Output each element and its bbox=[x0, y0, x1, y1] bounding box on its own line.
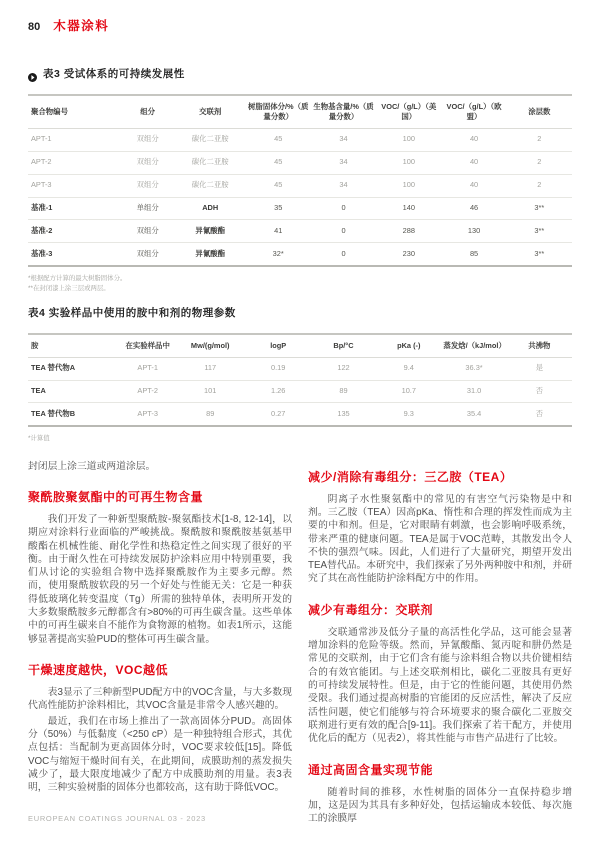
table-cell: 40 bbox=[441, 174, 506, 197]
article-columns bbox=[28, 460, 572, 828]
table-cell: 0 bbox=[311, 220, 376, 243]
table-row bbox=[28, 151, 572, 174]
heading-faster-drying-lower-voc: 干燥速度越快，VOC越低 bbox=[28, 663, 169, 678]
table-cell: 双组分 bbox=[120, 220, 174, 243]
table-row bbox=[28, 357, 572, 380]
table-cell: 0 bbox=[341, 248, 346, 258]
column-header: VOC/（g/L）（欧盟） bbox=[441, 95, 506, 128]
table-cell: TEA bbox=[28, 380, 120, 403]
table-cell: 双组分 bbox=[120, 128, 174, 151]
column-header: Mw/(g/mol) bbox=[175, 334, 246, 357]
table4-footnotes bbox=[28, 434, 572, 444]
column-header: pKa (-) bbox=[376, 334, 441, 357]
table-cell: 36.3* bbox=[441, 357, 506, 380]
table-cell: APT-2 bbox=[28, 151, 120, 174]
column-header: logP bbox=[246, 334, 311, 357]
paragraph-tea: 阴离子水性聚氨酯中的常见的有害空气污染物是中和剂。三乙胺（TEA）因高pKa、惰性和合理的挥发性而成为主要的中和剂。但是，它对眼睛有刺激，也会影响呼吸系统，带来严重的健康问题。TEA是属于VOC范畴，其散发出令人不快的强烈气味。因此，人们进行了大量研究，期望开发出TEA替代品。本研究中，我们探索了另外两种胺中和剂，并研究了其在高性能防护涂料配方中的作用。 bbox=[308, 493, 572, 585]
table-cell: 89 bbox=[206, 408, 215, 418]
table-cell: 45 bbox=[246, 174, 311, 197]
column-header: 共沸物 bbox=[507, 334, 572, 357]
table-cell: APT-1 bbox=[120, 357, 174, 380]
table-row bbox=[28, 174, 572, 197]
table-cell: 否 bbox=[507, 380, 572, 403]
paragraph-voc-2: 最近，我们在市场上推出了一款高固体分PUD。高固体分（50%）与低黏度（<250 cP）是一种独特组合形式，其优点包括：当配制为更高固体分时，VOC要求较低[15]。降低VOC与缩短干燥时间有关，在此期间，成膜助剂的蒸发损失减少了，最大限度地减少了配方中成膜助剂的用量。表3表明，三种实验树脂的固体分也都较高，这有助于降低VOC。 bbox=[28, 715, 292, 794]
table-cell: 3** bbox=[534, 248, 545, 258]
table-cell: 异氰酸酯 bbox=[195, 248, 225, 258]
heading-tea-replacement: 减少/消除有毒组分：三乙胺（TEA） bbox=[308, 469, 513, 484]
table-cell: 9.3 bbox=[403, 408, 414, 418]
table-cell: 否 bbox=[535, 408, 544, 418]
table-cell: 34 bbox=[311, 128, 376, 151]
paragraph-crosslinker: 交联通常涉及低分子量的高活性化学品，这可能会显著增加涂料的危险等级。然而，异氰酸酯、氮丙啶和肼仍然是常见的交联剂，由于它们含有能与涂料组合物以共价键相结合的有效官能团。与上述交联剂相比，碳化二亚胺具有更好的可持续发展特性。但是，由于它的性能问题，其使用仍然受限。我们通过提高树脂的官能团的反应活性，解决了反应活性问题，使它们能够与符合环境要求的聚合碳化二亚胺交联剂进行更有效的配合[9-11]。我们探索了若干配方，并使用优化后的配方（见表2），将其性能与市售产品进行了比较。 bbox=[308, 626, 572, 745]
page-header bbox=[28, 16, 572, 34]
table-header-row bbox=[28, 334, 572, 357]
table-cell: 2 bbox=[507, 128, 572, 151]
table4-footnote: *计算值 bbox=[28, 435, 50, 443]
table-cell: 基准-1 bbox=[28, 197, 120, 220]
table3-caption bbox=[28, 66, 572, 81]
table-cell: APT-2 bbox=[120, 380, 174, 403]
column-header: 聚合物编号 bbox=[28, 95, 120, 128]
table-cell: 2 bbox=[507, 151, 572, 174]
table-cell: 碳化二亚胺 bbox=[175, 151, 246, 174]
table-header-row bbox=[28, 95, 572, 128]
table-cell: 100 bbox=[376, 128, 441, 151]
section-title: 木器涂料 bbox=[53, 19, 110, 33]
table-cell: 45 bbox=[246, 128, 311, 151]
table-cell: 3** bbox=[507, 197, 572, 220]
table4-caption bbox=[28, 305, 572, 320]
table-row bbox=[28, 197, 572, 220]
table-cell: 3** bbox=[507, 220, 572, 243]
table-cell: 0 bbox=[311, 197, 376, 220]
column-header: 生物基含量/%（质量分数） bbox=[311, 95, 376, 128]
heading-crosslinker: 减少有毒组分：交联剂 bbox=[308, 602, 434, 617]
table-cell: 双组分 bbox=[136, 248, 159, 258]
column-header: Bp/°C bbox=[311, 334, 376, 357]
table-cell: 89 bbox=[311, 380, 376, 403]
column-header: 涂层数 bbox=[507, 95, 572, 128]
table-cell: 100 bbox=[376, 174, 441, 197]
table-cell: 101 bbox=[175, 380, 246, 403]
table-cell: 1.26 bbox=[246, 380, 311, 403]
table-cell: 碳化二亚胺 bbox=[175, 128, 246, 151]
paragraph-voc-1: 表3显示了三种新型PUD配方中的VOC含量，与大多数现代高性能防护涂料相比，其VOC含量是非常令人感兴趣的。 bbox=[28, 687, 292, 712]
column-header: 蒸发焓/（kJ/mol） bbox=[441, 334, 506, 357]
table-cell: 32* bbox=[272, 248, 284, 258]
table-row bbox=[28, 403, 572, 426]
table-cell: 140 bbox=[376, 197, 441, 220]
table3-caption-text: 表3 受试体系的可持续发展性 bbox=[43, 68, 185, 80]
heading-high-solids-saving: 通过高固含量实现节能 bbox=[308, 762, 434, 777]
table-cell: 是 bbox=[507, 357, 572, 380]
table-row bbox=[28, 220, 572, 243]
table-cell: 46 bbox=[441, 197, 506, 220]
table-cell: TEA 替代物B bbox=[31, 408, 76, 418]
table-cell: ADH bbox=[175, 197, 246, 220]
column-header: 交联剂 bbox=[175, 95, 246, 128]
table-cell: 异氰酸酯 bbox=[175, 220, 246, 243]
column-header: 组分 bbox=[120, 95, 174, 128]
table-cell: 35 bbox=[246, 197, 311, 220]
left-column bbox=[28, 460, 292, 828]
table-row bbox=[28, 128, 572, 151]
table-cell: 双组分 bbox=[120, 174, 174, 197]
column-header: 胺 bbox=[28, 334, 120, 357]
table-cell: 0.19 bbox=[246, 357, 311, 380]
table-cell: 117 bbox=[175, 357, 246, 380]
table-cell: 单组分 bbox=[120, 197, 174, 220]
table-cell: TEA 替代物A bbox=[28, 357, 120, 380]
table-cell: 40 bbox=[441, 128, 506, 151]
table-cell: APT-1 bbox=[28, 128, 120, 151]
right-column bbox=[308, 460, 572, 828]
table-cell: 230 bbox=[402, 248, 415, 258]
journal-footer: EUROPEAN COATINGS JOURNAL 03 - 2023 bbox=[28, 814, 206, 823]
table-cell: 34 bbox=[311, 151, 376, 174]
paragraph-renewable-content: 我们开发了一种新型聚酰胺-聚氨酯技术[1-8, 12-14]，以期应对涂料行业面临的严峻挑战。聚酰胺和聚酰胺基氨基甲酸酯在机械性能、耐化学性和热稳定性之间实现了很好的平衡。由于耐久性在可持续发展防护涂料应用中特别重要，我们从讨论的实验组合物中选择聚酰胺作为主要多元醇。然而，使用聚酰胺软段的另一个好处与性能无关：它是一种获得低玻璃化转变温度（Tg）所需的独特单体，表明所开发的大多数聚酰胺多元醇都含有>80%的可再生碳含量。这些单体中的可再生碳来自不能作为食物源的植物。如表1所示，这能够显著提高实验PUD的整体可再生碳含量。 bbox=[28, 513, 292, 645]
table-cell: 100 bbox=[376, 151, 441, 174]
table-cell: 基准-2 bbox=[28, 220, 120, 243]
sustainability-table bbox=[28, 94, 572, 267]
column-header: VOC/（g/L）（美国） bbox=[376, 95, 441, 128]
table-cell: 基准-3 bbox=[31, 248, 53, 258]
table-cell: 31.0 bbox=[441, 380, 506, 403]
table-cell: 130 bbox=[441, 220, 506, 243]
heading-renewable-content: 聚酰胺聚氨酯中的可再生物含量 bbox=[28, 489, 204, 504]
table-cell: 135 bbox=[337, 408, 350, 418]
table4-caption-text: 表4 实验样品中使用的胺中和剂的物理参数 bbox=[28, 306, 236, 319]
table3-footnote-2: **在封闭漆上涂三层或两层。 bbox=[28, 285, 110, 293]
table-cell: 45 bbox=[246, 151, 311, 174]
table-cell: APT-3 bbox=[137, 408, 158, 418]
table-cell: APT-3 bbox=[28, 174, 120, 197]
continuation-paragraph: 封闭层上涂三道或两道涂层。 bbox=[28, 460, 156, 472]
table-cell: 碳化二亚胺 bbox=[175, 174, 246, 197]
amine-properties-table bbox=[28, 333, 572, 428]
table-cell: 85 bbox=[469, 248, 479, 258]
table3-footnotes bbox=[28, 274, 572, 295]
column-header: 树脂固体分/%（质量分数） bbox=[246, 95, 311, 128]
column-header: 在实验样品中 bbox=[120, 334, 174, 357]
table-cell: 9.4 bbox=[376, 357, 441, 380]
paragraph-high-solids: 随着时间的推移，水性树脂的固体分一直保持稳步增加，这是因为其具有多种好处，包括运输成本较低、每次施工的涂膜厚 bbox=[308, 786, 572, 825]
table3-footnote-1: *根据配方计算的最大树脂固体分。 bbox=[28, 275, 127, 283]
table-cell: 34 bbox=[311, 174, 376, 197]
page-number: 80 bbox=[28, 21, 41, 33]
table-cell: 41 bbox=[246, 220, 311, 243]
table-cell: 双组分 bbox=[120, 151, 174, 174]
arrow-bullet-icon bbox=[28, 69, 37, 78]
table-cell: 288 bbox=[376, 220, 441, 243]
table-cell: 2 bbox=[507, 174, 572, 197]
table-cell: 0.27 bbox=[271, 408, 286, 418]
table-row bbox=[28, 380, 572, 403]
table-cell: 122 bbox=[311, 357, 376, 380]
table-cell: 35.4 bbox=[466, 408, 482, 418]
table-row bbox=[28, 243, 572, 266]
table-cell: 40 bbox=[441, 151, 506, 174]
table-cell: 10.7 bbox=[376, 380, 441, 403]
